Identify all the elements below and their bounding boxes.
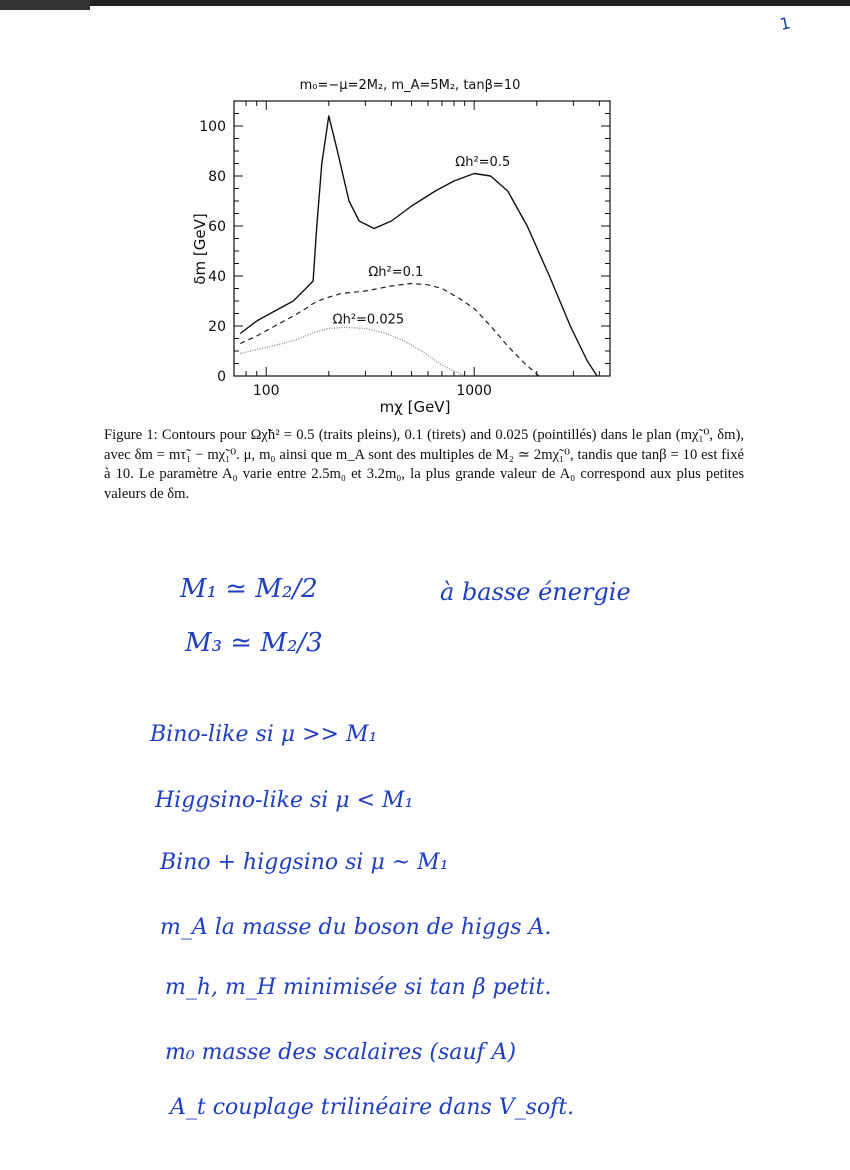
handwritten-note-6: Bino + higgsino si μ ~ M₁ xyxy=(160,850,449,875)
series-line-dashed xyxy=(240,284,539,377)
x-axis-label: mχ [GeV] xyxy=(379,398,451,416)
handwritten-note-2: à basse énergie xyxy=(440,578,631,606)
x-tick-label: 1000 xyxy=(456,383,492,399)
handwritten-note-10: A_t couplage trilinéaire dans V_soft. xyxy=(170,1095,575,1120)
figure-title: m₀=−μ=2M₂, m_A=5M₂, tanβ=10 xyxy=(299,78,521,93)
series-line-solid xyxy=(240,116,597,376)
curve-label: Ωh²=0.1 xyxy=(368,265,424,280)
y-tick-label: 20 xyxy=(208,319,226,335)
y-tick-label: 100 xyxy=(199,119,226,135)
handwritten-note-9: m₀ masse des scalaires (sauf A) xyxy=(165,1040,517,1065)
y-tick-label: 40 xyxy=(208,269,226,285)
y-tick-label: 0 xyxy=(217,369,226,385)
y-axis-label: δm [GeV] xyxy=(191,213,209,285)
relic-density-chart xyxy=(0,0,850,420)
handwritten-note-3: M₃ ≃ M₂/3 xyxy=(185,628,323,658)
series-line-dotted xyxy=(240,327,464,376)
page-number: 1 xyxy=(778,13,793,34)
x-tick-label: 100 xyxy=(252,383,280,399)
figure-caption: Figure 1: Contours pour Ωχ̃h² = 0.5 (traits pleins), 0.1 (tirets) and 0.025 (pointillés) dans le plan (mχ̃₁⁰, δm), avec δm = mτ̃₁ − mχ̃₁⁰. μ, m₀ ainsi que m_A sont des multiples de M₂ ≃ 2mχ̃₁⁰, tandis que tanβ = 10 est fixé à 10. Le paramètre A₀ varie entre 2.5m₀ et 3.2m₀, la plus grande valeur de A₀ correspond aux plus petites valeurs de δm. xyxy=(104,427,744,502)
handwritten-note-4: Bino-like si μ >> M₁ xyxy=(150,722,378,747)
curve-label: Ωh²=0.5 xyxy=(455,155,511,170)
y-tick-label: 60 xyxy=(208,219,226,235)
handwritten-note-5: Higgsino-like si μ < M₁ xyxy=(155,788,414,813)
handwritten-note-8: m_h, m_H minimisée si tan β petit. xyxy=(165,975,552,1000)
y-tick-label: 80 xyxy=(208,169,226,185)
curve-label: Ωh²=0.025 xyxy=(332,312,405,328)
plot-frame xyxy=(234,101,610,376)
handwritten-note-7: m_A la masse du boson de higgs A. xyxy=(160,915,552,940)
handwritten-note-1: M₁ ≃ M₂/2 xyxy=(180,574,318,604)
